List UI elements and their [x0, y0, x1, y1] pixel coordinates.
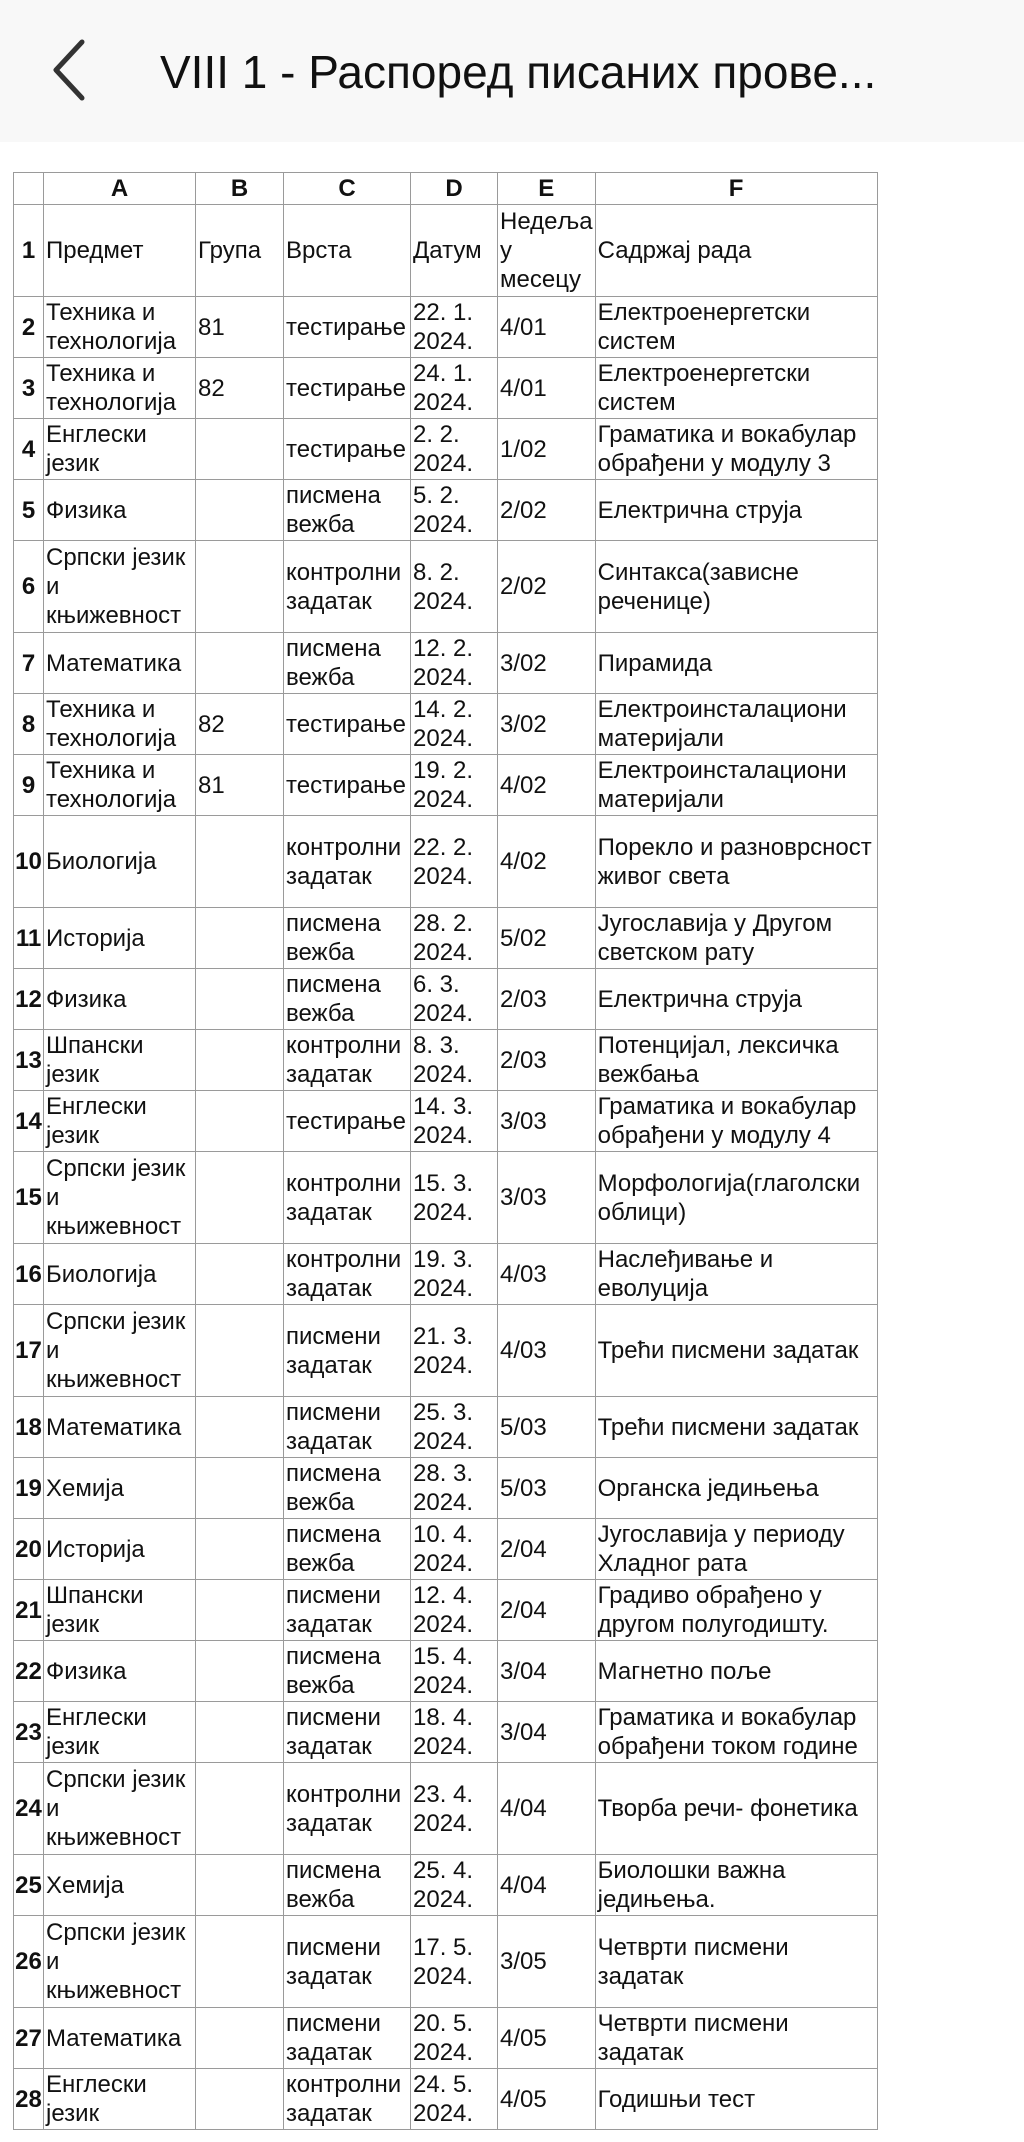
table-cell[interactable]: Граматика и вокабулар обрађени током године	[595, 1702, 877, 1763]
table-cell[interactable]: 1/02	[498, 419, 596, 480]
table-cell[interactable]	[196, 1397, 284, 1458]
table-cell[interactable]: тестирање	[284, 358, 411, 419]
row-header[interactable]: 16	[14, 1244, 44, 1305]
table-cell[interactable]: писмени задатак	[284, 1916, 411, 2008]
table-cell[interactable]: Српски језик и књижевност	[44, 1305, 196, 1397]
table-cell[interactable]: писмени задатак	[284, 1397, 411, 1458]
table-cell[interactable]: Пирамида	[595, 633, 877, 694]
table-cell[interactable]: 3/04	[498, 1702, 596, 1763]
table-cell[interactable]: 4/01	[498, 297, 596, 358]
table-cell[interactable]: Математика	[44, 1397, 196, 1458]
table-cell[interactable]: 25. 4. 2024.	[411, 1855, 498, 1916]
table-row	[14, 205, 878, 297]
row-header[interactable]: 15	[14, 1152, 44, 1244]
table-cell[interactable]: Биологија	[44, 816, 196, 908]
table-cell[interactable]: Четврти писмени задатак	[595, 1916, 877, 2008]
table-cell[interactable]: Енглески језик	[44, 1702, 196, 1763]
table-cell[interactable]: Врста	[284, 205, 411, 297]
row-header[interactable]: 5	[14, 480, 44, 541]
row-header[interactable]: 18	[14, 1397, 44, 1458]
row-header[interactable]: 27	[14, 2008, 44, 2069]
table-cell[interactable]: 4/03	[498, 1244, 596, 1305]
table-cell[interactable]: 5. 2. 2024.	[411, 480, 498, 541]
column-header[interactable]: A	[44, 173, 196, 205]
table-cell[interactable]	[196, 1916, 284, 2008]
table-cell[interactable]: Морфологија(глаголски облици)	[595, 1152, 877, 1244]
table-cell[interactable]: 4/02	[498, 816, 596, 908]
table-cell[interactable]	[196, 1091, 284, 1152]
table-cell[interactable]: писмена вежба	[284, 1641, 411, 1702]
table-cell[interactable]: тестирање	[284, 694, 411, 755]
row-header[interactable]: 6	[14, 541, 44, 633]
table-cell[interactable]: Историја	[44, 908, 196, 969]
table-cell[interactable]: 5/03	[498, 1397, 596, 1458]
table-cell[interactable]: писмена вежба	[284, 1519, 411, 1580]
table-cell[interactable]: 14. 2. 2024.	[411, 694, 498, 755]
table-cell[interactable]	[196, 908, 284, 969]
table-cell[interactable]: 3/02	[498, 633, 596, 694]
table-row	[14, 1641, 878, 1702]
chevron-left-icon	[50, 38, 90, 102]
row-header[interactable]: 11	[14, 908, 44, 969]
table-cell[interactable]: Органска једињења	[595, 1458, 877, 1519]
table-cell[interactable]	[196, 1580, 284, 1641]
table-cell[interactable]: Енглески језик	[44, 1091, 196, 1152]
table-cell[interactable]: 12. 4. 2024.	[411, 1580, 498, 1641]
table-cell[interactable]: Српски језик и књижевност	[44, 1152, 196, 1244]
table-row	[14, 1916, 878, 2008]
row-header[interactable]: 26	[14, 1916, 44, 2008]
row-header[interactable]: 3	[14, 358, 44, 419]
table-cell[interactable]: 6. 3. 2024.	[411, 969, 498, 1030]
table-cell[interactable]	[196, 1152, 284, 1244]
table-cell[interactable]: контролни задатак	[284, 1030, 411, 1091]
table-cell[interactable]: писмена вежба	[284, 480, 411, 541]
table-cell[interactable]: Предмет	[44, 205, 196, 297]
table-cell[interactable]: 22. 1. 2024.	[411, 297, 498, 358]
row-header[interactable]: 4	[14, 419, 44, 480]
table-cell[interactable]: писмени задатак	[284, 1580, 411, 1641]
table-cell[interactable]: писмени задатак	[284, 1305, 411, 1397]
table-cell[interactable]: писмени задатак	[284, 2008, 411, 2069]
table-cell[interactable]: Електроинсталациони материјали	[595, 755, 877, 816]
table-cell[interactable]: Шпански језик	[44, 1580, 196, 1641]
table-row	[14, 541, 878, 633]
table-cell[interactable]	[196, 2008, 284, 2069]
table-cell[interactable]: писмена вежба	[284, 1458, 411, 1519]
table-cell[interactable]: Граматика и вокабулар обрађени у модулу 4	[595, 1091, 877, 1152]
document-title: VIII 1 - Распоред писаних прове...	[160, 46, 877, 98]
table-cell[interactable]: 2/02	[498, 480, 596, 541]
table-cell[interactable]: 25. 3. 2024.	[411, 1397, 498, 1458]
table-cell[interactable]: 8. 2. 2024.	[411, 541, 498, 633]
table-cell[interactable]	[196, 1030, 284, 1091]
table-row	[14, 1519, 878, 1580]
table-cell[interactable]: 5/03	[498, 1458, 596, 1519]
table-cell[interactable]	[196, 1244, 284, 1305]
table-cell[interactable]: Хемија	[44, 1855, 196, 1916]
table-cell[interactable]: Трећи писмени задатак	[595, 1397, 877, 1458]
table-cell[interactable]: тестирање	[284, 1091, 411, 1152]
table-row	[14, 1305, 878, 1397]
row-header[interactable]: 7	[14, 633, 44, 694]
table-cell[interactable]	[196, 541, 284, 633]
back-button[interactable]	[40, 30, 100, 110]
table-cell[interactable]: 81	[196, 755, 284, 816]
row-header[interactable]: 8	[14, 694, 44, 755]
table-row	[14, 1091, 878, 1152]
table-cell[interactable]: 3/02	[498, 694, 596, 755]
table-cell[interactable]: контролни задатак	[284, 1152, 411, 1244]
table-cell[interactable]: 21. 3. 2024.	[411, 1305, 498, 1397]
table-cell[interactable]: контролни задатак	[284, 1763, 411, 1855]
table-row	[14, 694, 878, 755]
table-cell[interactable]: 2. 2. 2024.	[411, 419, 498, 480]
table-row	[14, 358, 878, 419]
table-row	[14, 2069, 878, 2130]
table-cell[interactable]: Наслеђивање и еволуција	[595, 1244, 877, 1305]
table-cell[interactable]	[196, 633, 284, 694]
row-header[interactable]: 10	[14, 816, 44, 908]
table-cell[interactable]: Физика	[44, 1641, 196, 1702]
row-header[interactable]: 21	[14, 1580, 44, 1641]
table-cell[interactable]: Енглески језик	[44, 2069, 196, 2130]
table-cell[interactable]: 17. 5. 2024.	[411, 1916, 498, 2008]
table-cell[interactable]: Годишњи тест	[595, 2069, 877, 2130]
table-cell[interactable]: Магнетно поље	[595, 1641, 877, 1702]
table-cell[interactable]: 4/04	[498, 1855, 596, 1916]
table-cell[interactable]: Потенцијал, лексичка вежбања	[595, 1030, 877, 1091]
table-row	[14, 816, 878, 908]
table-cell[interactable]: Физика	[44, 969, 196, 1030]
table-cell[interactable]: 81	[196, 297, 284, 358]
row-header[interactable]: 14	[14, 1091, 44, 1152]
table-cell[interactable]: Техника и технологија	[44, 694, 196, 755]
table-row	[14, 1702, 878, 1763]
table-cell[interactable]	[196, 1855, 284, 1916]
table-cell[interactable]: 18. 4. 2024.	[411, 1702, 498, 1763]
table-cell[interactable]: Техника и технологија	[44, 297, 196, 358]
column-header[interactable]: C	[284, 173, 411, 205]
table-cell[interactable]: 2/02	[498, 541, 596, 633]
table-cell[interactable]: 23. 4. 2024.	[411, 1763, 498, 1855]
table-cell[interactable]: Недеља у месецу	[498, 205, 596, 297]
table-cell[interactable]: Порекло и разноврсност живог света	[595, 816, 877, 908]
table-cell[interactable]: тестирање	[284, 755, 411, 816]
table-cell[interactable]: 5/02	[498, 908, 596, 969]
table-cell[interactable]: 82	[196, 694, 284, 755]
table-cell[interactable]: Датум	[411, 205, 498, 297]
table-row	[14, 1244, 878, 1305]
table-cell[interactable]	[196, 480, 284, 541]
table-cell[interactable]: 2/03	[498, 1030, 596, 1091]
row-header[interactable]: 2	[14, 297, 44, 358]
table-cell[interactable]: 19. 2. 2024.	[411, 755, 498, 816]
column-header[interactable]: F	[595, 173, 877, 205]
table-cell[interactable]: Српски језик и књижевност	[44, 541, 196, 633]
table-cell[interactable]: Електроенергетски систем	[595, 297, 877, 358]
table-cell[interactable]: Садржај рада	[595, 205, 877, 297]
table-cell[interactable]: Хемија	[44, 1458, 196, 1519]
table-cell[interactable]: 3/05	[498, 1916, 596, 2008]
table-cell[interactable]: Електрична струја	[595, 969, 877, 1030]
table-row	[14, 419, 878, 480]
sheet-body	[14, 205, 878, 2130]
table-cell[interactable]	[196, 419, 284, 480]
table-cell[interactable]	[196, 1641, 284, 1702]
table-cell[interactable]: писмена вежба	[284, 969, 411, 1030]
column-header[interactable]: E	[498, 173, 596, 205]
table-row	[14, 908, 878, 969]
row-header[interactable]: 9	[14, 755, 44, 816]
table-cell[interactable]: Математика	[44, 633, 196, 694]
table-cell[interactable]	[196, 2069, 284, 2130]
table-cell[interactable]: 28. 3. 2024.	[411, 1458, 498, 1519]
spreadsheet-grid	[13, 172, 878, 2130]
column-header-row	[14, 173, 878, 205]
table-row	[14, 1458, 878, 1519]
table-cell[interactable]: 4/01	[498, 358, 596, 419]
table-cell[interactable]: 2/04	[498, 1519, 596, 1580]
table-cell[interactable]: 15. 4. 2024.	[411, 1641, 498, 1702]
corner-cell[interactable]	[14, 173, 44, 205]
table-cell[interactable]	[196, 1763, 284, 1855]
table-cell[interactable]: Енглески језик	[44, 419, 196, 480]
table-cell[interactable]: 3/03	[498, 1152, 596, 1244]
table-cell[interactable]: 10. 4. 2024.	[411, 1519, 498, 1580]
row-header[interactable]: 20	[14, 1519, 44, 1580]
table-cell[interactable]: Математика	[44, 2008, 196, 2069]
table-cell[interactable]: Електроенергетски систем	[595, 358, 877, 419]
table-cell[interactable]: писмена вежба	[284, 908, 411, 969]
table-cell[interactable]: тестирање	[284, 419, 411, 480]
table-cell[interactable]: 20. 5. 2024.	[411, 2008, 498, 2069]
row-header[interactable]: 25	[14, 1855, 44, 1916]
table-cell[interactable]: Градиво обрађено у другом полугодишту.	[595, 1580, 877, 1641]
row-header[interactable]: 1	[14, 205, 44, 297]
table-cell[interactable]: Синтакса(зависне реченице)	[595, 541, 877, 633]
table-cell[interactable]: контролни задатак	[284, 2069, 411, 2130]
table-cell[interactable]: 8. 3. 2024.	[411, 1030, 498, 1091]
table-cell[interactable]: 28. 2. 2024.	[411, 908, 498, 969]
table-cell[interactable]: Творба речи- фонетика	[595, 1763, 877, 1855]
table-cell[interactable]: 24. 1. 2024.	[411, 358, 498, 419]
table-cell[interactable]: контролни задатак	[284, 541, 411, 633]
table-cell[interactable]: контролни задатак	[284, 1244, 411, 1305]
table-cell[interactable]: писмена вежба	[284, 633, 411, 694]
table-row	[14, 1580, 878, 1641]
table-cell[interactable]: 4/03	[498, 1305, 596, 1397]
table-cell[interactable]: 3/04	[498, 1641, 596, 1702]
row-header[interactable]: 23	[14, 1702, 44, 1763]
table-cell[interactable]: 4/05	[498, 2008, 596, 2069]
table-row	[14, 755, 878, 816]
column-header[interactable]: D	[411, 173, 498, 205]
table-row	[14, 1763, 878, 1855]
table-row	[14, 1152, 878, 1244]
table-row	[14, 633, 878, 694]
table-cell[interactable]: писмени задатак	[284, 1702, 411, 1763]
table-cell[interactable]: 19. 3. 2024.	[411, 1244, 498, 1305]
row-header[interactable]: 19	[14, 1458, 44, 1519]
table-cell[interactable]: Четврти писмени задатак	[595, 2008, 877, 2069]
table-row	[14, 1855, 878, 1916]
table-cell[interactable]: тестирање	[284, 297, 411, 358]
row-header[interactable]: 28	[14, 2069, 44, 2130]
table-row	[14, 297, 878, 358]
row-header[interactable]: 13	[14, 1030, 44, 1091]
table-cell[interactable]: 4/04	[498, 1763, 596, 1855]
table-cell[interactable]	[196, 1458, 284, 1519]
table-cell[interactable]: Техника и технологија	[44, 755, 196, 816]
row-header[interactable]: 12	[14, 969, 44, 1030]
table-cell[interactable]: 22. 2. 2024.	[411, 816, 498, 908]
table-cell[interactable]	[196, 1519, 284, 1580]
table-row	[14, 480, 878, 541]
table-cell[interactable]	[196, 969, 284, 1030]
app-header	[0, 0, 1024, 142]
table-cell[interactable]: Електрична струја	[595, 480, 877, 541]
table-cell[interactable]	[196, 1305, 284, 1397]
table-cell[interactable]: 3/03	[498, 1091, 596, 1152]
column-header[interactable]: B	[196, 173, 284, 205]
table-cell[interactable]: 15. 3. 2024.	[411, 1152, 498, 1244]
table-cell[interactable]	[196, 1702, 284, 1763]
table-cell[interactable]: Југославија у Другом светском рату	[595, 908, 877, 969]
table-cell[interactable]: 4/05	[498, 2069, 596, 2130]
table-cell[interactable]: писмена вежба	[284, 1855, 411, 1916]
table-cell[interactable]: Граматика и вокабулар обрађени у модулу 3	[595, 419, 877, 480]
table-cell[interactable]: 2/03	[498, 969, 596, 1030]
table-row	[14, 1397, 878, 1458]
spreadsheet	[13, 172, 878, 2130]
table-cell[interactable]: Трећи писмени задатак	[595, 1305, 877, 1397]
table-cell[interactable]: 14. 3. 2024.	[411, 1091, 498, 1152]
table-cell[interactable]: 4/02	[498, 755, 596, 816]
table-cell[interactable]: 2/04	[498, 1580, 596, 1641]
table-cell[interactable]: Техника и технологија	[44, 358, 196, 419]
table-cell[interactable]: Југославија у периоду Хладног рата	[595, 1519, 877, 1580]
table-cell[interactable]: 24. 5. 2024.	[411, 2069, 498, 2130]
table-cell[interactable]: Група	[196, 205, 284, 297]
table-cell[interactable]: Шпански језик	[44, 1030, 196, 1091]
table-cell[interactable]: Српски језик и књижевност	[44, 1763, 196, 1855]
row-header[interactable]: 24	[14, 1763, 44, 1855]
table-cell[interactable]: Историја	[44, 1519, 196, 1580]
table-row	[14, 969, 878, 1030]
table-cell[interactable]	[196, 816, 284, 908]
table-cell[interactable]: Електроинсталациони материјали	[595, 694, 877, 755]
table-cell[interactable]: Биолошки важна једињења.	[595, 1855, 877, 1916]
row-header[interactable]: 22	[14, 1641, 44, 1702]
table-row	[14, 1030, 878, 1091]
table-cell[interactable]: Физика	[44, 480, 196, 541]
table-row	[14, 2008, 878, 2069]
table-cell[interactable]: Биологија	[44, 1244, 196, 1305]
table-cell[interactable]: Српски језик и књижевност	[44, 1916, 196, 2008]
table-cell[interactable]: контролни задатак	[284, 816, 411, 908]
row-header[interactable]: 17	[14, 1305, 44, 1397]
table-cell[interactable]: 82	[196, 358, 284, 419]
table-cell[interactable]: 12. 2. 2024.	[411, 633, 498, 694]
